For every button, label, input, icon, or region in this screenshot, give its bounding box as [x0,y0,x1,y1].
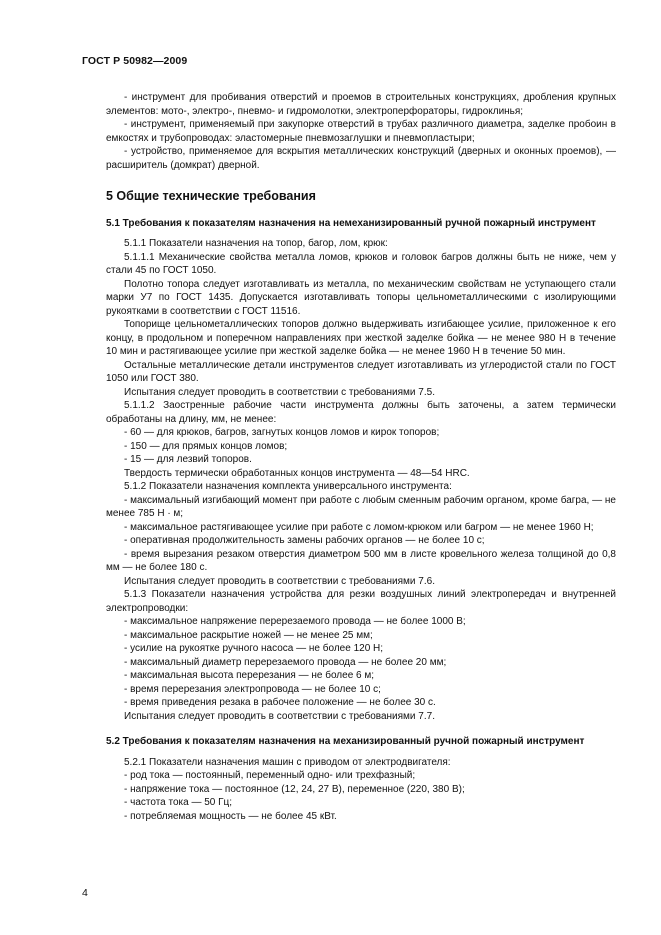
list-item: - время перерезания электропровода — не более 10 с; [124,683,381,695]
paragraph: 5.1.1.1 Механические свойства металла ломов, крюков и головок багров должны быть не ниже, чем у стали 45 по ГОСТ 1050. [106,251,616,276]
list-item: - напряжение тока — постоянное (12, 24, 27 В), переменное (220, 380 В); [124,783,465,795]
document-header-code: ГОСТ Р 50982—2009 [82,55,188,67]
paragraph: Остальные металлические детали инструментов следует изготавливать из углеродистой стали по ГОСТ 1050 или ГОСТ 380. [106,359,616,384]
paragraph: 5.2.1 Показатели назначения машин с приводом от электродвигателя: [124,756,451,768]
list-item: - максимальное напряжение перерезаемого провода — не более 1000 В; [124,616,466,627]
intro-item-3: - устройство, применяемое для вскрытия металлических конструкций (дверных и оконных проемов), — расширитель (домкрат) дверной. [106,146,616,171]
section-5-1-title: 5.1 Требования к показателям назначения на немеханизированный ручной пожарный инструмент [106,217,596,229]
intro-item-1: - инструмент для пробивания отверстий и проемов в строительных конструкциях, дробления крупных элементов: мото-, электро-, пневмо- и гидромолотки, электроперфораторы, гидроклинья; [106,92,616,117]
section-5-title: 5 Общие технические требования [106,189,316,203]
list-item: - потребляемая мощность — не более 45 кВт. [124,810,337,822]
list-item: - 60 — для крюков, багров, загнутых концов ломов и кирок топоров; [124,427,440,438]
list-item: - оперативная продолжительность замены рабочих органов — не более 10 с; [124,535,485,546]
list-item: - максимальное растягивающее усилие при работе с ломом-крюком или багром — не менее 1960 Н; [124,521,594,533]
list-item: - 150 — для прямых концов ломов; [124,440,288,452]
list-item: - 15 — для лезвий топоров. [124,454,252,465]
paragraph: Испытания следует проводить в соответствии с требованиями 7.6. [124,575,435,587]
list-item: - максимальная высота перерезания — не более 6 м; [124,670,375,681]
paragraph: 5.1.1.2 Заостренные рабочие части инструмента должны быть заточены, а затем термически обработаны на длину, мм, не менее: [106,400,616,425]
paragraph: Полотно топора следует изготавливать из металла, по механическим свойствам не уступающего стали марки У7 по ГОСТ 1435. Допускается изготавливать топоры цельнометаллическими с изолирующими рукоятками в соответствии с ГОСТ 11516. [106,278,616,317]
paragraph: Испытания следует проводить в соответствии с требованиями 7.5. [124,386,435,398]
page-number: 4 [82,887,88,899]
list-item: - усилие на рукоятке ручного насоса — не более 120 Н; [124,643,384,654]
document-body [106,91,616,823]
list-item: - время приведения резака в рабочее положение — не более 30 с. [124,697,436,708]
paragraph: Твердость термически обработанных концов инструмента — 48—54 HRC. [124,467,470,479]
paragraph: Топорище цельнометаллических топоров должно выдерживать изгибающее усилие, приложенное к его концу, в продольном и поперечном направлениях при жесткой заделке бойка — не менее 980 Н в течение 10 мин и растягивающее усилие при жесткой заделке бойка — не менее 1960 Н в течение 50 мин. [106,319,616,357]
paragraph: 5.1.2 Показатели назначения комплекта универсального инструмента: [124,481,452,492]
list-item: - частота тока — 50 Гц; [124,797,233,808]
paragraph: 5.1.1 Показатели назначения на топор, багор, лом, крюк: [124,238,388,249]
list-item: - род тока — постоянный, переменный одно- или трехфазный; [124,770,416,781]
section-5-2-title: 5.2 Требования к показателям назначения на механизированный ручной пожарный инструмент [106,736,585,747]
list-item: - максимальное раскрытие ножей — не менее 25 мм; [124,629,373,641]
paragraph: 5.1.3 Показатели назначения устройства для резки воздушных линий электропередач и внутренней электропроводки: [106,589,616,614]
list-item: - максимальный диаметр перерезаемого провода — не более 20 мм; [124,656,447,668]
intro-item-2: - инструмент, применяемый при закупорке отверстий в трубах различного диаметра, заделке пробоин в емкостях и трубопроводах: эластомерные пневмозаглушки и пневмопластыри; [106,119,616,144]
list-item: - время вырезания резаком отверстия диаметром 500 мм в листе кровельного железа толщиной до 0,8 мм — не более 180 с. [106,548,616,573]
list-item: - максимальный изгибающий момент при работе с любым сменным рабочим органом, кроме багра, — не менее 785 Н · м; [106,494,616,519]
paragraph: Испытания следует проводить в соответствии с требованиями 7.7. [124,710,435,722]
